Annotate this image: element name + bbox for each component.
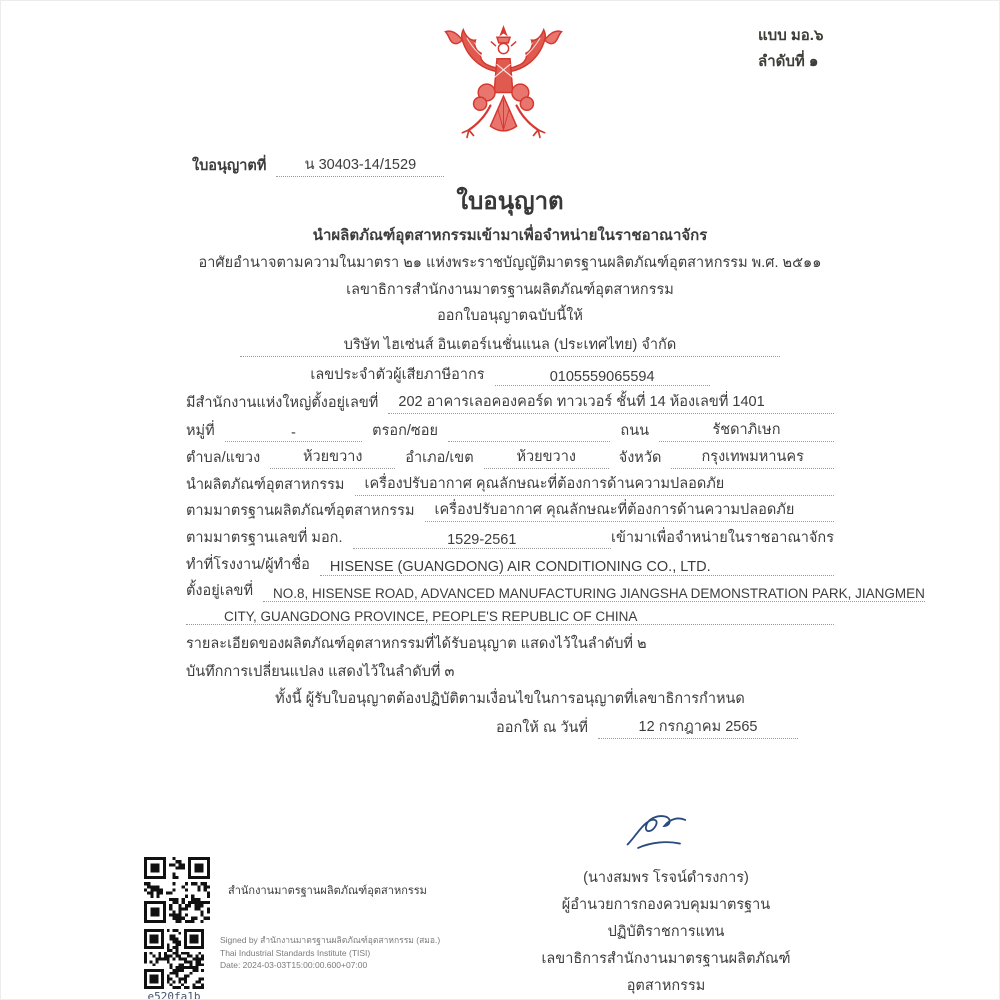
document-subtitle: นำผลิตภัณฑ์อุตสาหกรรมเข้ามาเพื่อจำหน่ายในราชอาณาจักร	[312, 227, 708, 244]
details-reference-line: รายละเอียดของผลิตภัณฑ์อุตสาหกรรมที่ได้รับอนุญาต แสดงไว้ในลำดับที่ ๒	[186, 636, 647, 652]
factory-label: ทำที่โรงงาน/ผู้ทำชื่อ	[186, 557, 310, 573]
signer-title-3: เลขาธิการสำนักงานมาตรฐานผลิตภัณฑ์อุตสาหกรรม	[541, 951, 791, 994]
license-number-value: น 30403-14/1529	[276, 153, 444, 177]
moo-label: หมู่ที่	[186, 423, 215, 439]
signed-by-line: Signed by สำนักงานมาตรฐานผลิตภัณฑ์อุตสาหกรรม (สมอ.)	[220, 935, 441, 945]
signer-title-1: ผู้อำนวยการกองควบคุมมาตรฐาน	[561, 897, 771, 913]
product-import-label: นำผลิตภัณฑ์อุตสาหกรรม	[186, 477, 345, 493]
form-code: แบบ มอ.๖	[758, 27, 824, 44]
signature-qr-id: e520fa1b	[147, 990, 201, 1000]
province-label: จังหวัด	[618, 450, 662, 466]
road-value: รัชดาภิเษก	[659, 418, 834, 442]
document-title: ใบอนุญาต	[456, 188, 564, 215]
factory-name: HISENSE (GUANGDONG) AIR CONDITIONING CO., LTD.	[320, 559, 834, 576]
conditions-line: ทั้งนี้ ผู้รับใบอนุญาตต้องปฏิบัติตามเงื่อนไขในการอนุญาตที่เลขาธิการกำหนด	[275, 691, 745, 707]
product-standard-value: เครื่องปรับอากาศ คุณลักษณะที่ต้องการด้านความปลอดภัย	[425, 498, 834, 522]
import-purpose-text: เข้ามาเพื่อจำหน่ายในราชอาณาจักร	[611, 530, 834, 546]
tax-id-value: 0105559065594	[495, 369, 710, 386]
standard-number-value: 1529-2561	[353, 532, 612, 549]
soi-value	[448, 441, 610, 442]
signed-org-line: Thai Industrial Standards Institute (TISI)	[220, 947, 371, 958]
signer-name: (นางสมพร โรจน์ดำรงการ)	[583, 870, 749, 886]
district-label: อำเภอ/เขต	[405, 450, 474, 466]
licensee-company-name: บริษัท ไฮเซ่นส์ อินเตอร์เนชั่นแนล (ประเทศไทย) จำกัด	[240, 333, 780, 357]
subdistrict-value: ห้วยขวาง	[270, 445, 395, 469]
soi-label: ตรอก/ซอย	[372, 423, 438, 439]
form-code-block	[758, 23, 823, 75]
factory-address-line2: CITY, GUANGDONG PROVINCE, PEOPLE'S REPUBLIC OF CHINA	[186, 609, 834, 625]
tisi-qr-code	[144, 857, 210, 923]
legal-basis-line: อาศัยอำนาจตามความในมาตรา ๒๑ แห่งพระราชบัญญัติมาตรฐานผลิตภัณฑ์อุตสาหกรรม พ.ศ. ๒๕๑๑	[198, 255, 822, 271]
certificate-body	[186, 149, 925, 739]
district-value: ห้วยขวาง	[484, 445, 609, 469]
tisi-qr-section	[144, 857, 427, 923]
grant-line: ออกใบอนุญาตฉบับนี้ให้	[437, 308, 583, 324]
signature-ink	[616, 813, 716, 861]
moo-value: -	[225, 425, 362, 442]
signer-title-2: ปฏิบัติราชการแทน	[607, 924, 725, 940]
head-office-address: 202 อาคารเลอคองคอร์ด ทาวเวอร์ ชั้นที่ 14 ห้องเลขที่ 1401	[388, 390, 834, 414]
standard-number-label: ตามมาตรฐานเลขที่ มอก.	[186, 530, 343, 546]
changes-reference-line: บันทึกการเปลี่ยนแปลง แสดงไว้ในลำดับที่ ๓	[186, 664, 455, 680]
signature-block	[516, 813, 816, 1000]
province-value: กรุงเทพมหานคร	[671, 445, 834, 469]
factory-address-label: ตั้งอยู่เลขที่	[186, 583, 254, 599]
digital-signature-section	[144, 929, 440, 1000]
road-label: ถนน	[620, 423, 650, 439]
tisi-qr-caption: สำนักงานมาตรฐานผลิตภัณฑ์อุตสาหกรรม	[228, 885, 427, 897]
issued-on-label: ออกให้ ณ วันที่	[496, 720, 588, 736]
subdistrict-label: ตำบล/แขวง	[186, 450, 261, 466]
garuda-emblem	[438, 21, 569, 149]
sequence-number: ลำดับที่ ๑	[758, 53, 819, 70]
issuer-line: เลขาธิการสำนักงานมาตรฐานผลิตภัณฑ์อุตสาหกรรม	[346, 282, 674, 298]
signed-date-line: Date: 2024-03-03T15:00:00.600+07:00	[220, 960, 368, 970]
tax-id-label: เลขประจำตัวผู้เสียภาษีอากร	[310, 367, 485, 383]
head-office-label: มีสำนักงานแห่งใหญ่ตั้งอยู่เลขที่	[186, 395, 379, 411]
product-standard-label: ตามมาตรฐานผลิตภัณฑ์อุตสาหกรรม	[186, 503, 415, 519]
issued-date: 12 กรกฎาคม 2565	[598, 715, 798, 739]
license-number-label: ใบอนุญาตที่	[192, 158, 267, 174]
factory-address-line1: NO.8, HISENSE ROAD, ADVANCED MANUFACTURING JIANGSHA DEMONSTRATION PARK, JIANGMEN	[263, 586, 925, 602]
signature-qr-code	[144, 929, 204, 989]
product-import-value: เครื่องปรับอากาศ คุณลักษณะที่ต้องการด้านความปลอดภัย	[355, 472, 835, 496]
